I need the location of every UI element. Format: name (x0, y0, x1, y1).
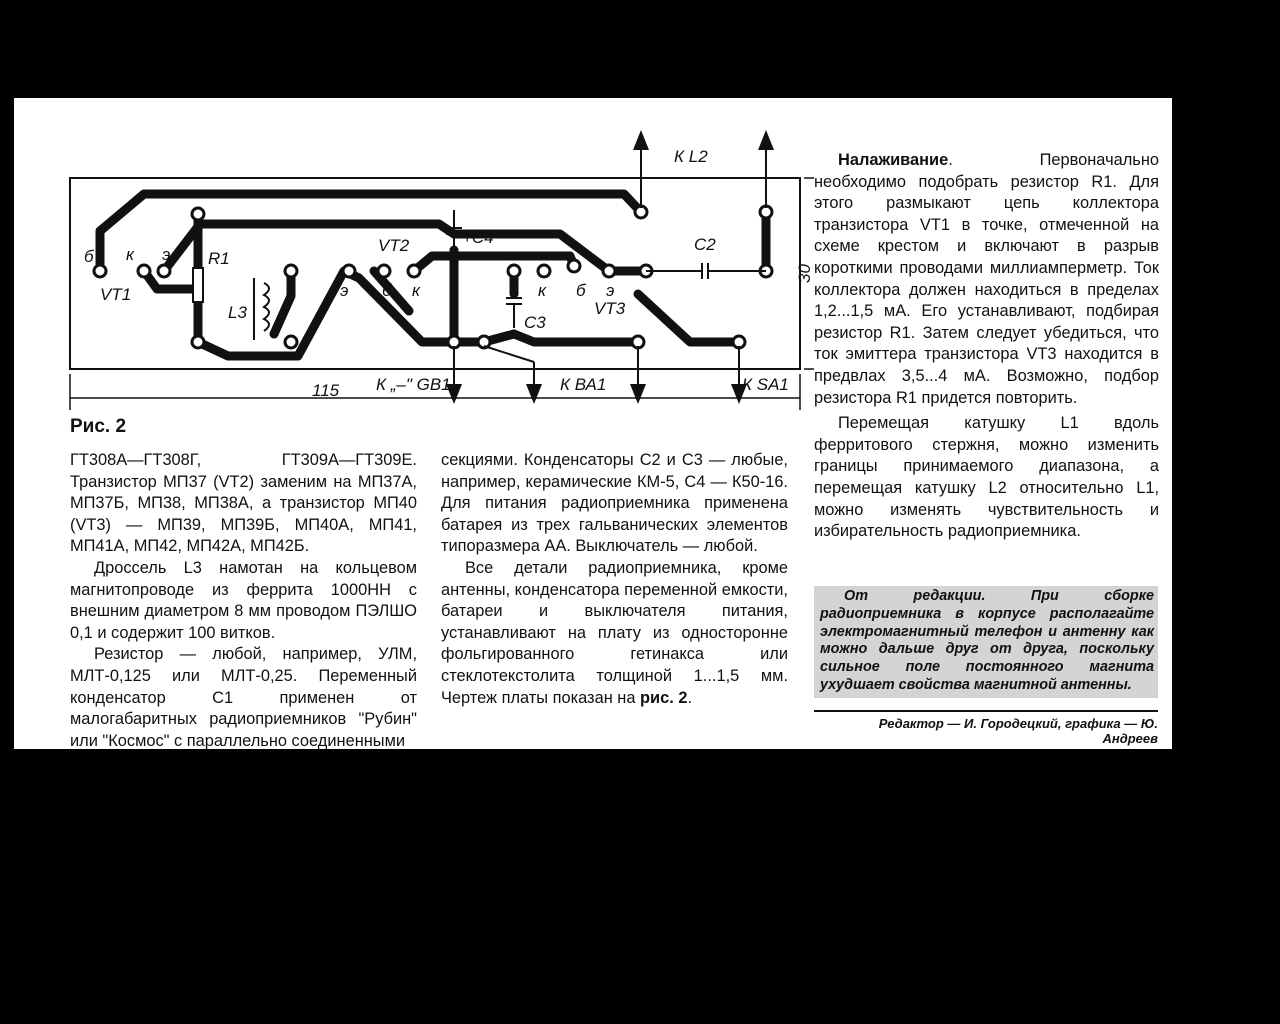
paragraph: секциями. Конденсаторы С2 и С3 — любые, например, керамические КМ-5, С4 — К50-16. Для питания радиоприемника применена батарея из трех гальванических элементов типоразмера АА. Выключатель — любой. (441, 451, 788, 556)
label-c2: C2 (694, 235, 716, 254)
label-b1: б (84, 247, 94, 266)
label-gb1: К „–" GB1 (376, 375, 451, 394)
paragraph (814, 150, 1159, 409)
paragraph-end: . (687, 688, 693, 707)
label-vt2: VT2 (378, 236, 410, 255)
label-b3: б (576, 281, 586, 300)
label-k2: к (412, 281, 421, 300)
label-c4: +С4 (462, 228, 494, 247)
paragraph (441, 558, 788, 709)
c4-capacitor (446, 210, 462, 248)
label-r1: R1 (208, 249, 230, 268)
label-b2: б (382, 281, 392, 300)
text-column-1 (70, 450, 417, 749)
paragraph: ГТ308А—ГТ308Г, ГТ309А—ГТ309Е. Транзистор МП37 (VT2) заменим на МП37А, МП37Б, МП38, МП38А, а транзистор МП40 (VT3) — МП39, МП39Б, МП40А, МП41, МП41А, МП42, МП42А, МП42Б. (70, 451, 417, 556)
label-ba1: К ВА1 (560, 375, 607, 394)
text-column-3 (814, 150, 1159, 543)
paragraph-text: . Первоначально необходимо подобрать резистор R1. Для этого размыкают цепь коллектора транзистора VT1 в точке, отмеченной на схеме крестом и включают в разрыв короткими проводами миллиамперметр. Ток коллектора должен находиться в пределах 1,2...1,5 мА. Его устанавливают, подбирая резистор R1. Затем следует убедиться, что ток эмиттера транзистора VT3 находится в предвлах 3,5...4 мА. Возможно, подбор резистора R1 придется повторить. (814, 151, 1159, 407)
credits: Редактор — И. Городецкий, графика — Ю. Андреев (878, 716, 1158, 746)
figure-caption: Рис. 2 (70, 416, 127, 437)
section-heading: Налаживание (838, 151, 949, 169)
label-dim30: 30 (795, 264, 814, 283)
label-vt3: VT3 (594, 299, 626, 318)
label-e3: э (606, 281, 615, 300)
label-kl2: К L2 (674, 147, 708, 166)
label-dim115: 115 (312, 381, 340, 400)
figure-reference: рис. 2 (640, 688, 688, 707)
l3-coil (264, 283, 269, 331)
c3-capacitor (506, 276, 522, 328)
paragraph-text: Все детали радиоприемника, кроме антенны, конденсатора переменной емкости, батареи и выключателя питания, устанавливают на плату из односторонне фольгированного гетинакса или стеклотекстолита толщиной 1...1,5 мм. Чертеж платы показан на (441, 558, 788, 707)
paragraph: Дроссель L3 намотан на кольцевом магнитопроводе из феррита 1000НН с внешним диаметром 8 мм проводом ПЭЛШО 0,1 и содержит 100 витков. (70, 558, 417, 642)
paragraph: Резистор — любой, например, УЛМ, МЛТ-0,125 или МЛТ-0,25. Переменный конденсатор С1 применен от малогабаритных радиоприемников "Рубин" или "Космос" с параллельно соединенными (70, 645, 417, 749)
label-e2: э (340, 281, 349, 300)
paragraph: Перемещая катушку L1 вдоль ферритового стержня, можно изменить границы принимаемого диапазона, а перемещая катушку L2 относительно L1, можно изменять чувствительность и избирательность радиоприемника. (814, 414, 1159, 541)
editorial-note: От редакции. При сборке радиоприемника в корпусе располагайте электромагнитный телефон и антенну как можно дальше друг от друга, поскольку сильное поле постоянного магнита ухудшает свойства магнитной антенны. (814, 586, 1158, 698)
magazine-page (14, 98, 1172, 749)
label-sa1: К SA1 (742, 375, 789, 394)
label-e1: э (162, 245, 171, 264)
label-k3: к (538, 281, 547, 300)
r1-resistor (193, 268, 203, 302)
label-l3: L3 (228, 303, 247, 322)
label-k1: к (126, 245, 135, 264)
divider (814, 710, 1158, 712)
text-column-2 (441, 450, 788, 709)
label-vt1: VT1 (100, 285, 132, 304)
pcb-drawing (14, 98, 814, 428)
label-c3: С3 (524, 313, 546, 332)
c2-capacitor (646, 263, 766, 279)
